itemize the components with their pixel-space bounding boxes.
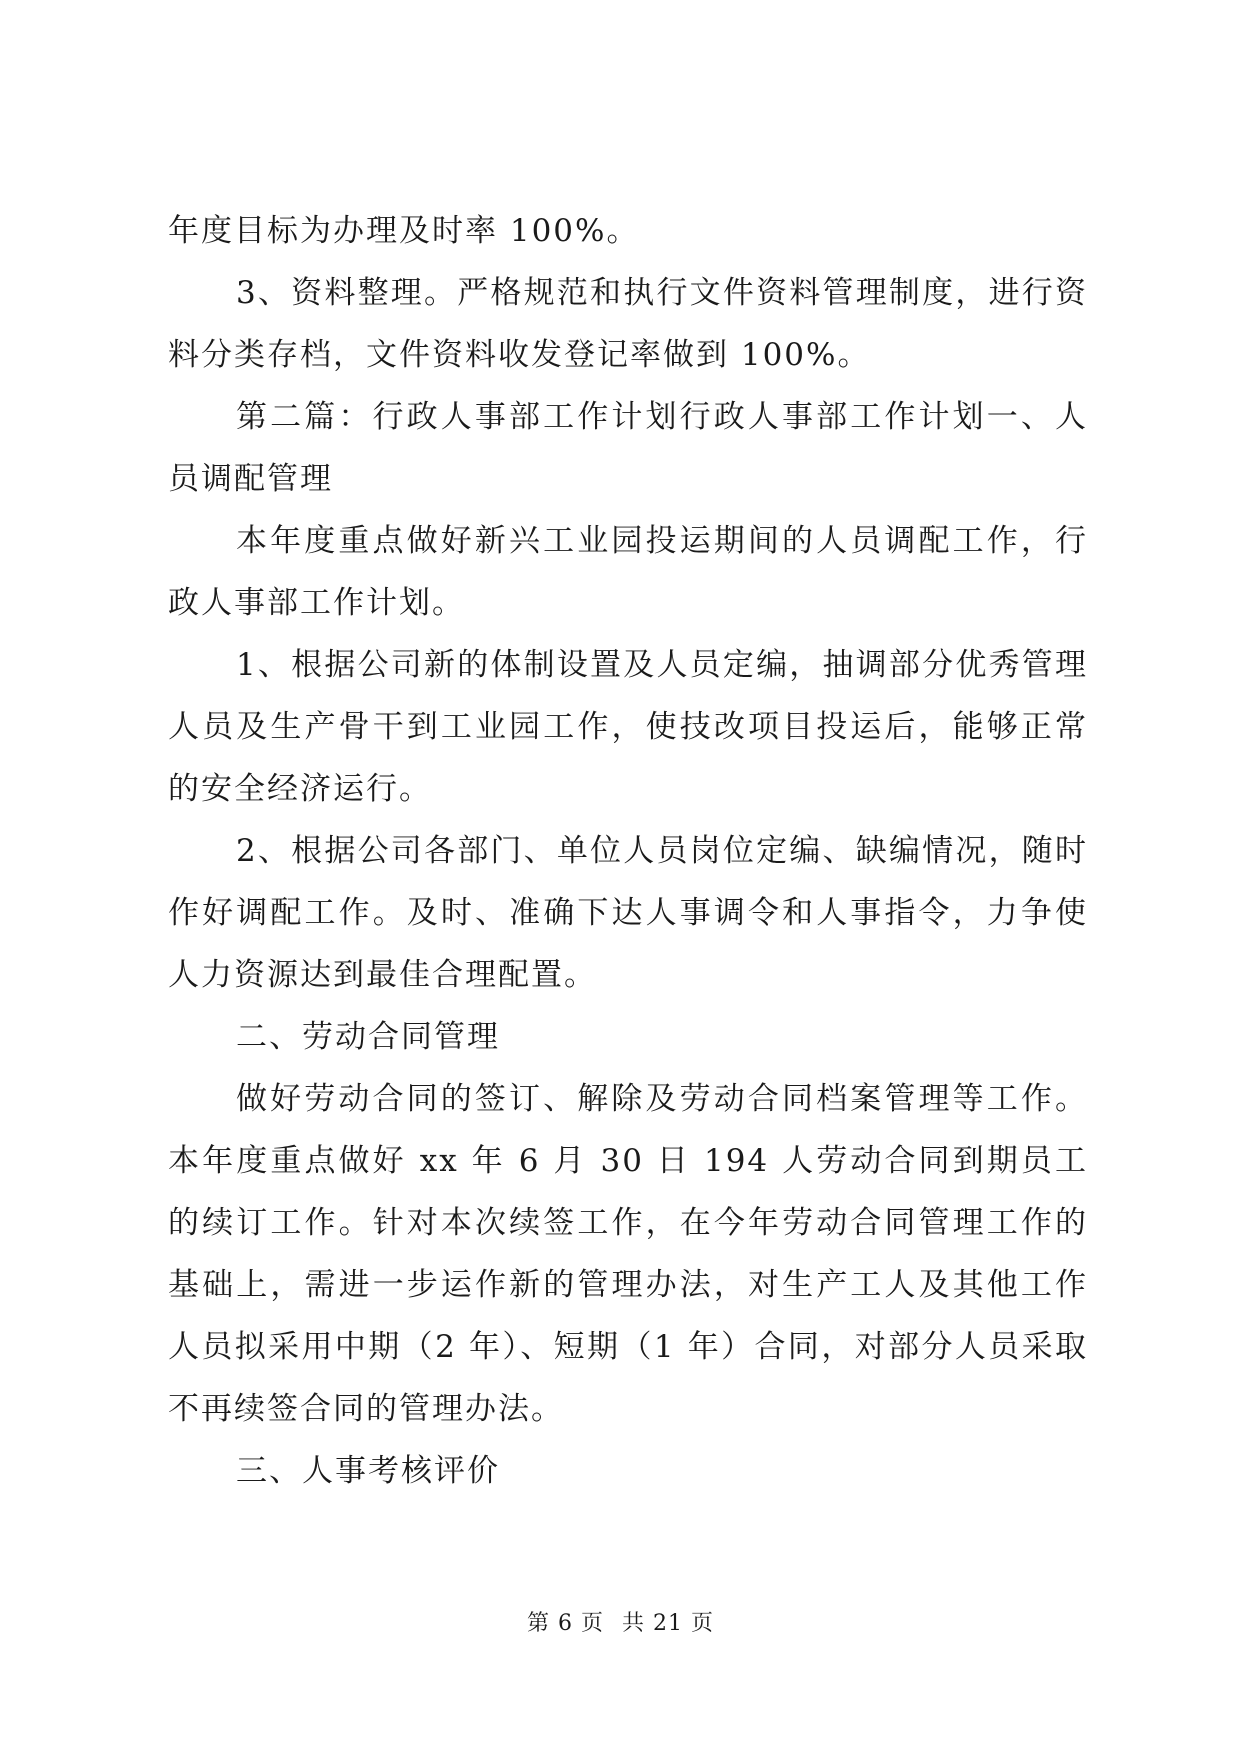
- paragraph-5: 1、根据公司新的体制设置及人员定编，抽调部分优秀管理人员及生产骨干到工业园工作，使技改项目投运后，能够正常的安全经济运行。: [168, 647, 1088, 807]
- section-heading-2: 二、劳动合同管理: [236, 1019, 500, 1055]
- page-footer: [0, 1606, 1241, 1637]
- page-total: 共 21 页: [622, 1611, 714, 1636]
- section-heading-3: 三、人事考核评价: [236, 1453, 500, 1489]
- paragraph-3: 第二篇：行政人事部工作计划行政人事部工作计划一、人员调配管理: [168, 399, 1088, 497]
- document-body: [168, 200, 1088, 1502]
- paragraph-1: 年度目标为办理及时率 100%。: [168, 213, 640, 249]
- paragraph-8: 做好劳动合同的签订、解除及劳动合同档案管理等工作。本年度重点做好 xx 年 6 月 30 日 194 人劳动合同到期员工的续订工作。针对本次续签工作，在今年劳动合同管理工作的基础上，需进一步运作新的管理办法，对生产工人及其他工作人员拟采用中期（2 年）、短期（1 年）合同，对部分人员采取不再续签合同的管理办法。: [168, 1081, 1088, 1427]
- paragraph-4: 本年度重点做好新兴工业园投运期间的人员调配工作，行政人事部工作计划。: [168, 523, 1088, 621]
- page-number: 第 6 页: [527, 1611, 604, 1636]
- paragraph-2: 3、资料整理。严格规范和执行文件资料管理制度，进行资料分类存档，文件资料收发登记率做到 100%。: [168, 275, 1088, 373]
- paragraph-6: 2、根据公司各部门、单位人员岗位定编、缺编情况，随时作好调配工作。及时、准确下达人事调令和人事指令，力争使人力资源达到最佳合理配置。: [168, 833, 1088, 993]
